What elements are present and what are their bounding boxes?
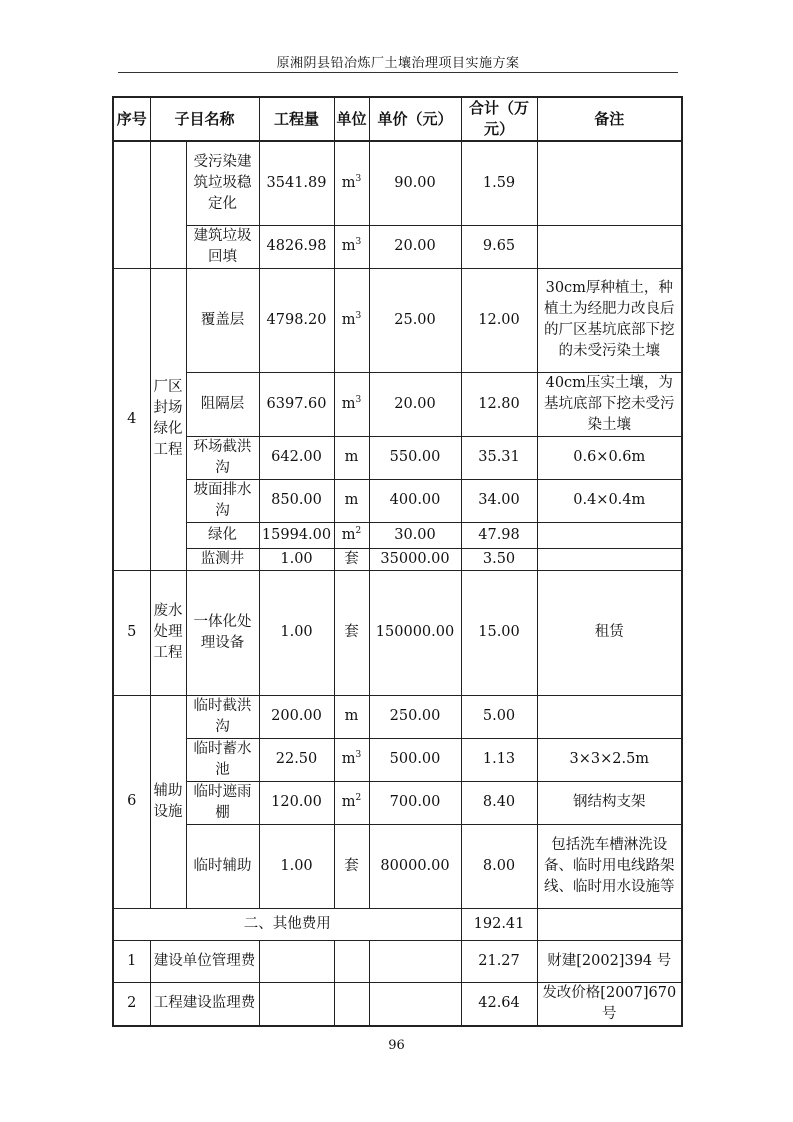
col-header-seq: 序号 [113, 97, 150, 141]
note-cell [537, 548, 682, 570]
qty-cell: 4798.20 [259, 268, 334, 372]
item-cell: 工程建设监理费 [150, 982, 259, 1026]
note-cell: 钢结构支架 [537, 781, 682, 824]
table-row [113, 268, 682, 372]
qty-cell: 1.00 [259, 824, 334, 908]
unit-cell: $m^3$ [334, 372, 369, 436]
col-header-qty: 工程量 [259, 97, 334, 141]
note-cell: 0.4×0.4m [537, 479, 682, 522]
table-row [113, 548, 682, 570]
seq-cell: 4 [113, 268, 150, 570]
note-cell: 租赁 [537, 570, 682, 695]
price-cell: 20.00 [369, 372, 461, 436]
total-cell: 8.00 [461, 824, 537, 908]
qty-cell: 200.00 [259, 695, 334, 738]
price-cell: 700.00 [369, 781, 461, 824]
qty-cell: 3541.89 [259, 141, 334, 225]
price-cell: 25.00 [369, 268, 461, 372]
qty-cell [259, 940, 334, 982]
table-row [113, 522, 682, 548]
total-cell: 35.31 [461, 436, 537, 479]
unit-cell: $m^3$ [334, 738, 369, 781]
header-rule [118, 72, 678, 73]
item-cell: 坡面排水沟 [186, 479, 259, 522]
qty-cell: 1.00 [259, 548, 334, 570]
col-header-note: 备注 [537, 97, 682, 141]
group-cell: 辅助设施 [150, 695, 186, 908]
total-cell: 34.00 [461, 479, 537, 522]
note-cell: 财建[2002]394 号 [537, 940, 682, 982]
total-cell: 15.00 [461, 570, 537, 695]
price-cell: 35000.00 [369, 548, 461, 570]
qty-cell: 6397.60 [259, 372, 334, 436]
note-cell: 40cm压实土壤，为基坑底部下挖未受污染土壤 [537, 372, 682, 436]
col-header-total: 合计（万元） [461, 97, 537, 141]
group-cell-empty [150, 141, 186, 268]
total-cell: 5.00 [461, 695, 537, 738]
group-cell: 废水处理工程 [150, 570, 186, 695]
col-header-unit: 单位 [334, 97, 369, 141]
note-cell: 包括洗车槽淋洗设备、临时用电线路架线、临时用水设施等 [537, 824, 682, 908]
subtotal-row [113, 908, 682, 940]
cost-table [112, 96, 683, 1027]
total-cell: 3.50 [461, 548, 537, 570]
unit-cell: $m^2$ [334, 522, 369, 548]
other-fees-label: 二、其他费用 [113, 908, 461, 940]
qty-cell: 22.50 [259, 738, 334, 781]
total-cell: 1.13 [461, 738, 537, 781]
price-cell: 80000.00 [369, 824, 461, 908]
qty-cell [259, 982, 334, 1026]
total-cell: 42.64 [461, 982, 537, 1026]
unit-cell: $m^2$ [334, 781, 369, 824]
col-header-item: 子目名称 [150, 97, 259, 141]
qty-cell: 1.00 [259, 570, 334, 695]
price-cell: 20.00 [369, 225, 461, 268]
unit-cell: $m^3$ [334, 141, 369, 225]
seq-cell: 6 [113, 695, 150, 908]
item-cell: 临时辅助 [186, 824, 259, 908]
unit-cell: $m^3$ [334, 225, 369, 268]
note-cell [537, 522, 682, 548]
note-cell [537, 695, 682, 738]
price-cell: 550.00 [369, 436, 461, 479]
note-cell: 0.6×0.6m [537, 436, 682, 479]
total-cell: 9.65 [461, 225, 537, 268]
note-cell [537, 908, 682, 940]
item-cell: 一体化处理设备 [186, 570, 259, 695]
table-row [113, 570, 682, 695]
item-cell: 环场截洪沟 [186, 436, 259, 479]
table-row [113, 738, 682, 781]
table-row [113, 436, 682, 479]
group-cell: 厂区封场绿化工程 [150, 268, 186, 570]
unit-cell: m [334, 479, 369, 522]
total-cell: 12.00 [461, 268, 537, 372]
total-cell: 192.41 [461, 908, 537, 940]
table-row [113, 781, 682, 824]
table-row [113, 479, 682, 522]
price-cell: 30.00 [369, 522, 461, 548]
price-cell: 250.00 [369, 695, 461, 738]
unit-cell: $m^3$ [334, 268, 369, 372]
unit-cell: m [334, 436, 369, 479]
total-cell: 8.40 [461, 781, 537, 824]
unit-cell: 套 [334, 824, 369, 908]
seq-cell: 5 [113, 570, 150, 695]
note-cell: 30cm厚种植土，种植土为经肥力改良后的厂区基坑底部下挖的未受污染土壤 [537, 268, 682, 372]
price-cell: 500.00 [369, 738, 461, 781]
table-row [113, 141, 682, 225]
item-cell: 受污染建筑垃圾稳定化 [186, 141, 259, 225]
item-cell: 建筑垃圾回填 [186, 225, 259, 268]
item-cell: 临时截洪沟 [186, 695, 259, 738]
unit-cell: m [334, 695, 369, 738]
item-cell: 绿化 [186, 522, 259, 548]
note-cell [537, 225, 682, 268]
unit-cell: 套 [334, 570, 369, 695]
note-cell: 3×3×2.5m [537, 738, 682, 781]
item-cell: 建设单位管理费 [150, 940, 259, 982]
unit-cell: 套 [334, 548, 369, 570]
total-cell: 1.59 [461, 141, 537, 225]
total-cell: 21.27 [461, 940, 537, 982]
table-row [113, 695, 682, 738]
qty-cell: 642.00 [259, 436, 334, 479]
qty-cell: 15994.00 [259, 522, 334, 548]
table-row [113, 225, 682, 268]
page-header: 原湘阴县铅冶炼厂土壤治理项目实施方案 [276, 56, 520, 71]
total-cell: 12.80 [461, 372, 537, 436]
unit-cell [334, 940, 369, 982]
price-cell [369, 982, 461, 1026]
col-header-price: 单价（元） [369, 97, 461, 141]
item-cell: 覆盖层 [186, 268, 259, 372]
seq-cell: 1 [113, 940, 150, 982]
unit-cell [334, 982, 369, 1026]
price-cell: 90.00 [369, 141, 461, 225]
price-cell: 400.00 [369, 479, 461, 522]
qty-cell: 120.00 [259, 781, 334, 824]
price-cell [369, 940, 461, 982]
item-cell: 临时遮雨棚 [186, 781, 259, 824]
table-row [113, 372, 682, 436]
qty-cell: 4826.98 [259, 225, 334, 268]
item-cell: 阻隔层 [186, 372, 259, 436]
seq-cell-empty [113, 141, 150, 268]
table-row [113, 982, 682, 1026]
price-cell: 150000.00 [369, 570, 461, 695]
table-row [113, 940, 682, 982]
table-row [113, 824, 682, 908]
qty-cell: 850.00 [259, 479, 334, 522]
item-cell: 监测井 [186, 548, 259, 570]
page-number: 96 [388, 1038, 405, 1053]
item-cell: 临时蓄水池 [186, 738, 259, 781]
note-cell: 发改价格[2007]670号 [537, 982, 682, 1026]
seq-cell: 2 [113, 982, 150, 1026]
table-header-row [113, 97, 682, 141]
note-cell [537, 141, 682, 225]
total-cell: 47.98 [461, 522, 537, 548]
